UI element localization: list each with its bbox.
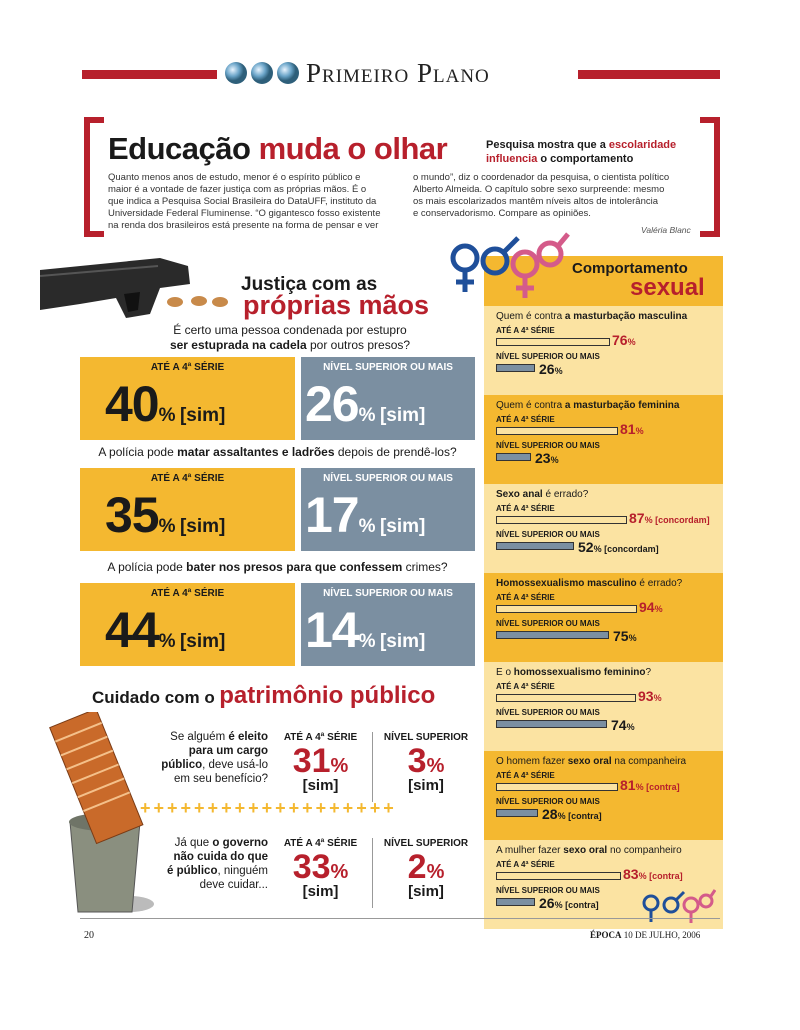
label-high: NÍVEL SUPERIOR OU MAIS <box>496 619 600 628</box>
value-high: 26% [contra] <box>539 895 599 911</box>
value-low: 81% [contra] <box>620 777 680 793</box>
byline: Valéria Blanc <box>641 225 691 235</box>
question-text: É certo uma pessoa condenada por estupro <box>173 323 407 337</box>
value-high: 28% [contra] <box>542 806 602 822</box>
justica-title-1: Justiça com as <box>241 274 378 295</box>
article-title <box>108 131 447 167</box>
bar-low <box>496 427 618 435</box>
label-low: ATÉ A 4ª SÉRIE <box>496 326 555 335</box>
divider <box>372 838 373 908</box>
footer-credit <box>590 930 700 940</box>
item-question: E o homossexualismo feminino? <box>496 667 652 678</box>
deck-highlight: escolaridade <box>608 139 677 151</box>
panel-value: 17% [sim] <box>305 487 426 543</box>
panel-value: 44% [sim] <box>105 602 226 658</box>
panel-label: ATÉ A 4ª SÉRIE <box>150 473 225 484</box>
sexual-item <box>484 751 723 840</box>
title-red: muda o olhar <box>258 131 448 166</box>
item-question: O homem fazer sexo oral na companheira <box>496 756 687 767</box>
patrimonio-question-1: Se alguém é eleito para um cargo público, deve usá-lo em seu benefício? <box>161 731 268 785</box>
value-high: 74% <box>611 717 635 733</box>
label-low: ATÉ A 4ª SÉRIE <box>496 682 555 691</box>
sexual-title-1: Comportamento <box>572 260 688 277</box>
patrimonio-low-2: 33% [sim] <box>292 848 349 900</box>
header-rule-left <box>82 70 217 79</box>
bar-low <box>496 694 636 702</box>
label-low: ATÉ A 4ª SÉRIE <box>283 732 358 743</box>
sexual-title-2: sexual <box>630 274 705 301</box>
justica-title-2: próprias mãos <box>243 290 430 320</box>
globe-icon <box>223 60 301 86</box>
sexual-item <box>484 306 723 395</box>
patrimonio-high-2: 2% [sim] <box>407 848 445 900</box>
deck-highlight: influencia <box>486 153 538 165</box>
panel-value: 40% [sim] <box>105 376 226 432</box>
bar-high <box>496 364 535 372</box>
bullets-icon <box>165 292 230 317</box>
text-line: Universidade Federal Fluminense. “O gigantesco fosso existente <box>108 208 381 219</box>
gender-symbols-small-icon <box>636 885 716 930</box>
panel-label: NÍVEL SUPERIOR OU MAIS <box>323 473 453 484</box>
bar-high <box>496 631 609 639</box>
value-high: 52% [concordam] <box>578 539 659 555</box>
sexual-item <box>484 484 723 573</box>
patrimonio-low-1: 31% [sim] <box>292 742 349 794</box>
bar-low <box>496 872 621 880</box>
globe-icons <box>223 60 301 91</box>
bar-high <box>496 809 538 817</box>
label-low: ATÉ A 4ª SÉRIE <box>496 771 555 780</box>
bar-low <box>496 783 618 791</box>
plus-divider: +++++++++++++++++++ <box>140 798 397 818</box>
bar-low <box>496 605 637 613</box>
question-bold: ser estuprada na cadela <box>169 338 307 352</box>
panel-label: ATÉ A 4ª SÉRIE <box>150 362 225 373</box>
label-high: NÍVEL SUPERIOR <box>383 732 469 743</box>
value-low: 81% <box>620 421 644 437</box>
label-high: NÍVEL SUPERIOR <box>383 838 469 849</box>
panel-low-1 <box>80 357 295 440</box>
panel-high-1 <box>301 357 475 440</box>
label-high: NÍVEL SUPERIOR OU MAIS <box>496 886 600 895</box>
text-line: que indica a Pesquisa Social Brasileira do DataUFF, instituto da <box>108 196 377 207</box>
text-line: o mundo”, diz o coordenador da pesquisa, o cientista político <box>413 172 670 183</box>
magazine-name: ÉPOCA <box>590 930 622 940</box>
item-question: A mulher fazer sexo oral no companheiro <box>496 845 682 856</box>
title-red: patrimônio público <box>219 682 436 709</box>
panel-value: 26% [sim] <box>305 376 426 432</box>
label-low: ATÉ A 4ª SÉRIE <box>496 593 555 602</box>
text-line: e conservadorismo. Compare as opiniões. <box>413 208 591 219</box>
page-number: 20 <box>84 930 94 941</box>
panel-label: NÍVEL SUPERIOR OU MAIS <box>323 362 453 373</box>
patrimonio-high-1: 3% [sim] <box>407 742 445 794</box>
patrimonio-question-2: Já que o governo não cuida do que é público, ninguém deve cuidar... <box>167 837 268 891</box>
bar-high <box>496 898 535 906</box>
label-low: ATÉ A 4ª SÉRIE <box>283 838 358 849</box>
bar-high <box>496 453 531 461</box>
issue-date: 10 DE JULHO, 2006 <box>623 930 701 940</box>
bar-high <box>496 720 607 728</box>
article-deck <box>486 138 701 166</box>
divider <box>372 732 373 802</box>
question-2: A polícia pode matar assaltantes e ladrões depois de prendê-los? <box>98 445 457 459</box>
question-text: por outros presos? <box>306 338 411 352</box>
deck-text: Pesquisa mostra que a <box>486 139 606 151</box>
deck-text: o comportamento <box>540 153 634 165</box>
value-high: 75% <box>613 628 637 644</box>
article-col-1 <box>108 172 408 232</box>
text-line: Quanto menos anos de estudo, menor é o espírito público e <box>108 172 361 183</box>
panel-label: ATÉ A 4ª SÉRIE <box>150 588 225 599</box>
panel-label: NÍVEL SUPERIOR OU MAIS <box>323 588 453 599</box>
sexual-item <box>484 573 723 662</box>
label-low: ATÉ A 4ª SÉRIE <box>496 504 555 513</box>
panel-value: 35% [sim] <box>105 487 226 543</box>
article-col-2 <box>413 172 698 220</box>
title-black: Educação <box>108 131 251 166</box>
sexual-item <box>484 395 723 484</box>
value-low: 76% <box>612 332 636 348</box>
label-high: NÍVEL SUPERIOR OU MAIS <box>496 708 600 717</box>
text-line: na renda dos brasileiros está presente na forma de pensar e ver <box>108 220 379 231</box>
label-low: ATÉ A 4ª SÉRIE <box>496 860 555 869</box>
label-high: NÍVEL SUPERIOR OU MAIS <box>496 797 600 806</box>
label-high: NÍVEL SUPERIOR OU MAIS <box>496 352 600 361</box>
item-question: Homossexualismo masculino é errado? <box>496 578 683 589</box>
item-question: Sexo anal é errado? <box>496 489 589 500</box>
bracket-left <box>84 117 104 237</box>
value-high: 26% <box>539 361 563 377</box>
value-low: 93% <box>638 688 662 704</box>
value-low: 87% [concordam] <box>629 510 710 526</box>
bar-low <box>496 338 610 346</box>
question-3: A polícia pode bater nos presos para que confessem crimes? <box>107 560 448 574</box>
label-high: NÍVEL SUPERIOR OU MAIS <box>496 530 600 539</box>
value-low: 83% [contra] <box>623 866 683 882</box>
sexual-item <box>484 662 723 751</box>
question-1 <box>130 323 450 353</box>
item-question: Quem é contra a masturbação masculina <box>496 311 688 322</box>
panel-high-3 <box>301 583 475 666</box>
panel-value: 14% [sim] <box>305 602 426 658</box>
panel-low-2 <box>80 468 295 551</box>
label-high: NÍVEL SUPERIOR OU MAIS <box>496 441 600 450</box>
bar-high <box>496 542 574 550</box>
footer-rule <box>80 918 720 919</box>
text-line: maior é a vontade de fazer justiça com as próprias mãos. É o <box>108 184 367 195</box>
gender-symbols-icon <box>440 226 570 311</box>
header-rule-right <box>578 70 720 79</box>
text-line: os mais escolarizados mantêm níveis altos de intolerância <box>413 196 659 207</box>
panel-low-3 <box>80 583 295 666</box>
section-title: Primeiro Plano <box>306 58 490 88</box>
text-line: Alberto Almeida. O capítulo sobre sexo surpreende: mesmo <box>413 184 665 195</box>
item-question: Quem é contra a masturbação feminina <box>496 400 680 411</box>
bracket-right <box>700 117 720 237</box>
bar-low <box>496 516 627 524</box>
label-low: ATÉ A 4ª SÉRIE <box>496 415 555 424</box>
value-low: 94% <box>639 599 663 615</box>
patrimonio-title <box>92 682 435 710</box>
panel-high-2 <box>301 468 475 551</box>
value-high: 23% <box>535 450 559 466</box>
title-black: Cuidado com o <box>92 688 215 707</box>
